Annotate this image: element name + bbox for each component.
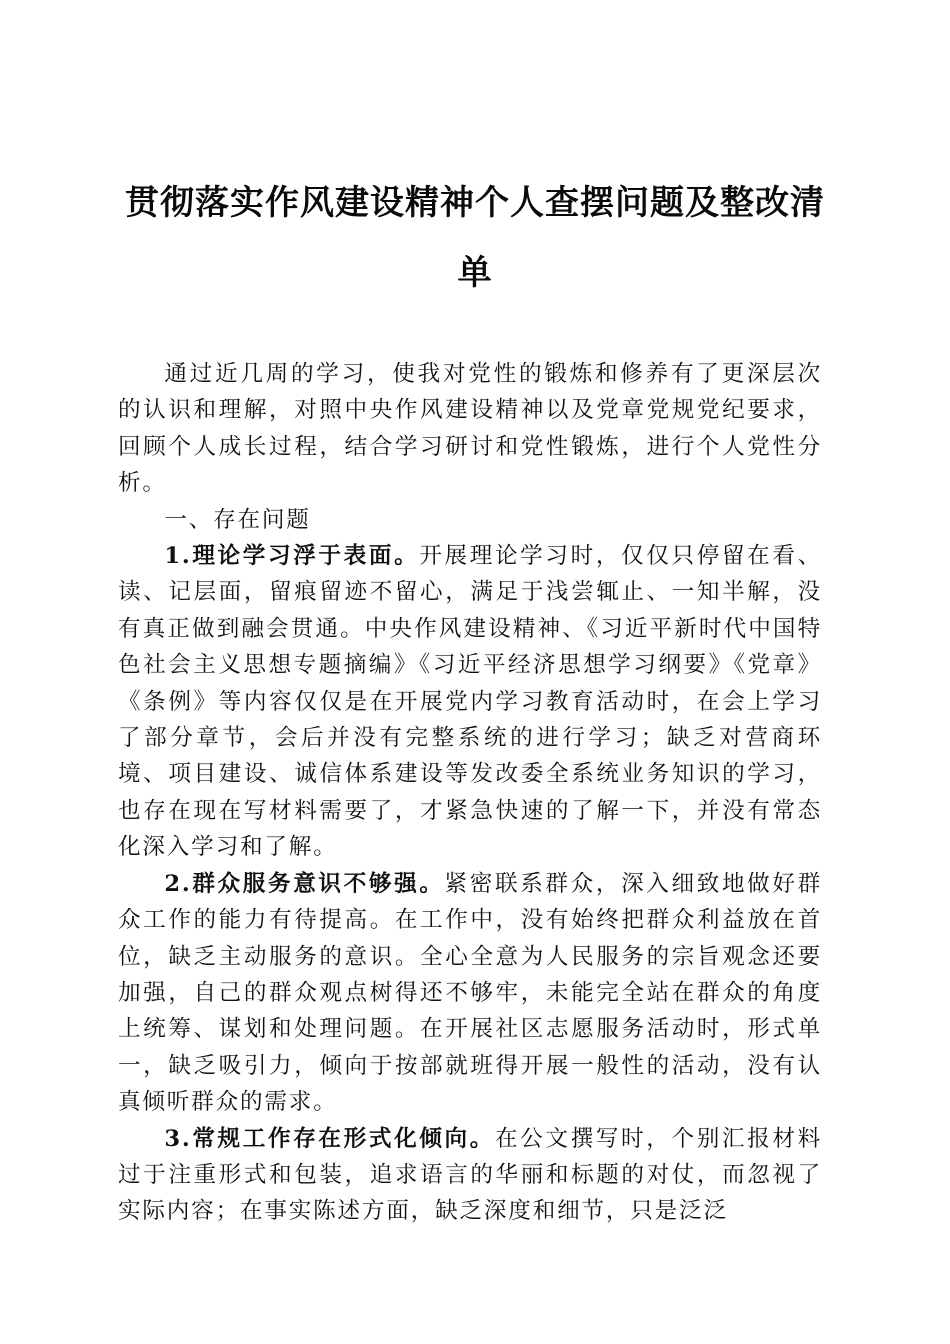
problem-item-3-lead: 3.常规工作存在形式化倾向。	[164, 1125, 495, 1152]
problem-item-3	[118, 1121, 822, 1230]
document-body	[118, 356, 822, 1230]
problem-item-1-text: 开展理论学习时，仅仅只停留在看、读、记层面，留痕留迹不留心，满足于浅尝辄止、一知半解，没有真正做到融会贯通。中央作风建设精神、《习近平新时代中国特色社会主义思想专题摘编》《习近平经济思想学习纲要》《党章》《条例》等内容仅仅是在开展党内学习教育活动时，在会上学习了部分章节，会后并没有完整系统的进行学习；缺乏对营商环境、项目建设、诚信体系建设等发改委全系统业务知识的学习，也存在现在写材料需要了，才紧急快速的了解一下，并没有常态化深入学习和了解。	[118, 543, 822, 861]
problem-item-2	[118, 866, 822, 1121]
problem-item-1-lead: 1.理论学习浮于表面。	[164, 543, 420, 570]
problem-item-3-text: 在公文撰写时，个别汇报材料过于注重形式和包装，追求语言的华丽和标题的对仗，而忽视了实际内容；在事实陈述方面，缺乏深度和细节，只是泛泛	[118, 1125, 822, 1225]
section-heading: 一、存在问题	[164, 506, 311, 533]
problem-item-1	[118, 538, 822, 866]
document-title: 贯彻落实作风建设精神个人查摆问题及整改清单	[125, 183, 825, 293]
intro-paragraph: 通过近几周的学习，使我对党性的锻炼和修养有了更深层次的认识和理解，对照中央作风建设精神以及党章党规党纪要求，回顾个人成长过程，结合学习研讨和党性锻炼，进行个人党性分析。	[118, 361, 822, 497]
problem-item-2-lead: 2.群众服务意识不够强。	[164, 870, 445, 897]
problem-item-2-text: 紧密联系群众，深入细致地做好群众工作的能力有待提高。在工作中，没有始终把群众利益放在首位，缺乏主动服务的意识。全心全意为人民服务的宗旨观念还要加强，自己的群众观点树得还不够牢，未能完全站在群众的角度上统筹、谋划和处理问题。在开展社区志愿服务活动时，形式单一，缺乏吸引力，倾向于按部就班得开展一般性的活动，没有认真倾听群众的需求。	[118, 870, 823, 1116]
